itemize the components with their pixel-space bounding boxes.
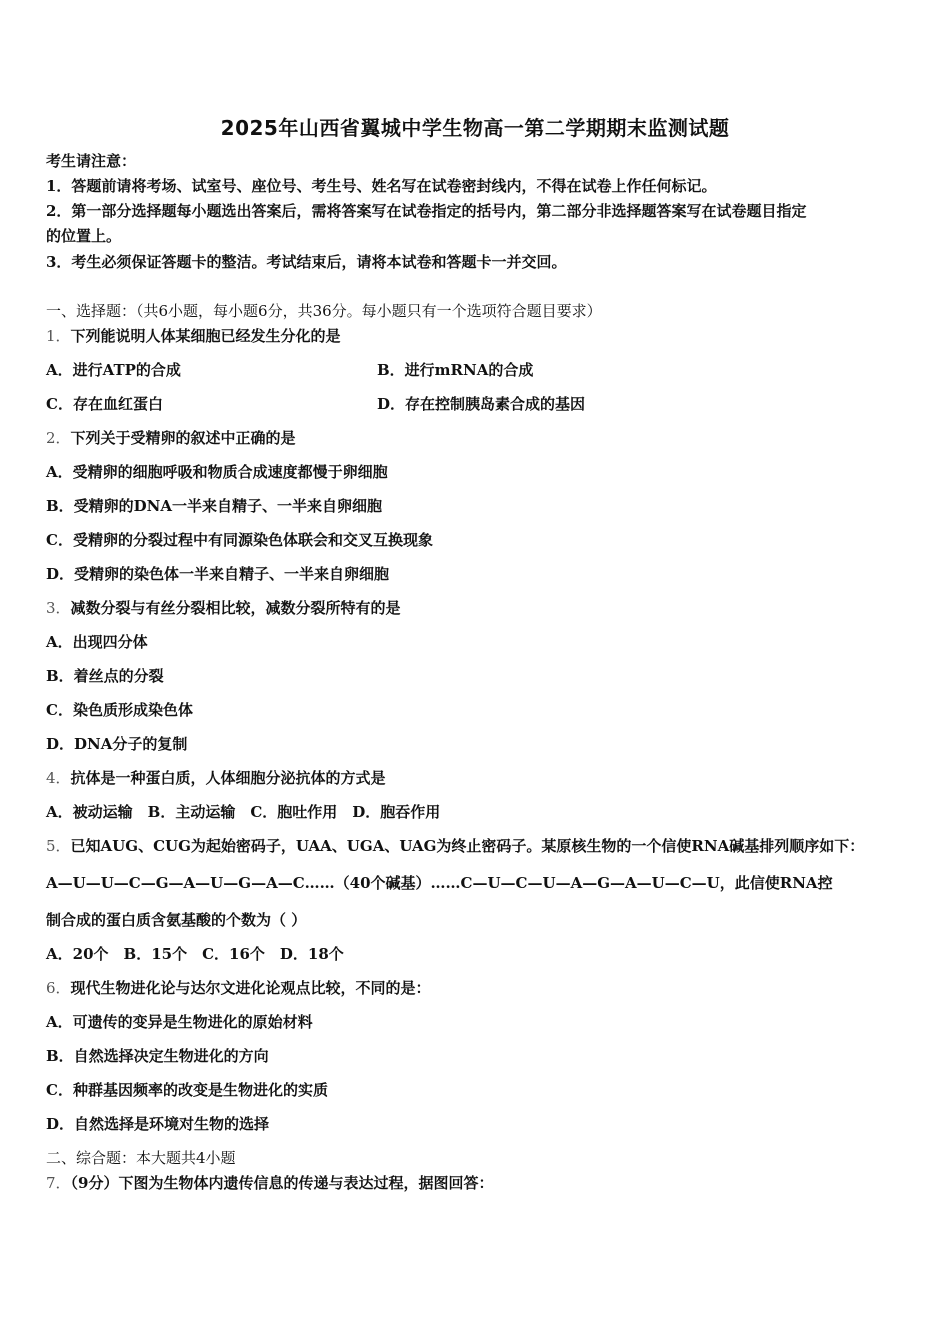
q1-option-c: C．存在血红蛋白: [46, 395, 163, 413]
question-4-number: 4．: [46, 769, 71, 787]
question-7-number: 7．: [46, 1174, 71, 1192]
question-4-stem: 抗体是一种蛋白质，人体细胞分泌抗体的方式是: [70, 769, 386, 787]
q5-sequence: A—U—U—C—G—A—U—G—A—C……（40个碱基）……C—U—C—U—A—G—A—U—C—U，此信使RNA控: [46, 874, 833, 892]
question-2: [46, 428, 296, 448]
q3-option-d: D．DNA分子的复制: [46, 735, 188, 753]
q5-options: A．20个 B．15个 C．16个 D．18个: [46, 945, 344, 963]
section-2-heading: 二、综合题：本大题共4小题: [46, 1149, 236, 1167]
question-3-number: 3．: [46, 599, 71, 617]
q1-option-a: A．进行ATP的合成: [46, 361, 181, 379]
q6-option-a: A．可遗传的变异是生物进化的原始材料: [46, 1013, 313, 1031]
question-6: [46, 978, 431, 998]
section-1-heading: 一、选择题：（共6小题，每小题6分，共36分。每小题只有一个选项符合题目要求）: [46, 302, 602, 320]
q3-option-b: B．着丝点的分裂: [46, 667, 164, 685]
question-6-number: 6．: [46, 979, 71, 997]
notice-item-2-cont: 的位置上。: [46, 227, 122, 245]
notice-item-3: 3．考生必须保证答题卡的整洁。考试结束后，请将本试卷和答题卡一并交回。: [46, 253, 567, 271]
q2-option-c: C．受精卵的分裂过程中有同源染色体联会和交叉互换现象: [46, 531, 433, 549]
notice-item-1: 1．答题前请将考场、试室号、座位号、考生号、姓名写在试卷密封线内，不得在试卷上作任何标记。: [46, 177, 717, 195]
question-2-stem: 下列关于受精卵的叙述中正确的是: [70, 429, 296, 447]
q2-option-d: D．受精卵的染色体一半来自精子、一半来自卵细胞: [46, 565, 390, 583]
q3-option-c: C．染色质形成染色体: [46, 701, 193, 719]
notice-item-2: 2．第一部分选择题每小题选出答案后，需将答案写在试卷指定的括号内，第二部分非选择题答案写在试卷题目指定: [46, 202, 807, 220]
q6-option-b: B．自然选择决定生物进化的方向: [46, 1047, 269, 1065]
question-1-number: 1．: [46, 327, 71, 345]
q6-option-d: D．自然选择是环境对生物的选择: [46, 1115, 270, 1133]
question-6-stem: 现代生物进化论与达尔文进化论观点比较，不同的是：: [70, 979, 431, 997]
q2-option-b: B．受精卵的DNA一半来自精子、一半来自卵细胞: [46, 497, 383, 515]
question-7: [46, 1173, 494, 1193]
q1-option-d: D．存在控制胰岛素合成的基因: [377, 395, 586, 413]
q5-stem-end: 制合成的蛋白质含氨基酸的个数为（ ）: [46, 911, 307, 929]
question-3: [46, 598, 401, 618]
question-2-number: 2．: [46, 429, 71, 447]
question-3-stem: 减数分裂与有丝分裂相比较，减数分裂所特有的是: [70, 599, 401, 617]
q1-option-b: B．进行mRNA的合成: [377, 361, 534, 379]
notice-heading: 考生请注意：: [46, 152, 137, 170]
question-1: [46, 326, 341, 346]
question-7-stem: （9分）下图为生物体内遗传信息的传递与表达过程，据图回答：: [70, 1174, 494, 1192]
question-4: [46, 768, 386, 788]
q4-options: A．被动运输 B．主动运输 C．胞吐作用 D．胞吞作用: [46, 803, 441, 821]
question-5-number: 5．: [46, 837, 71, 855]
q6-option-c: C．种群基因频率的改变是生物进化的实质: [46, 1081, 328, 1099]
exam-title: 2025年山西省翼城中学生物高一第二学期期末监测试题: [220, 116, 730, 140]
q3-option-a: A．出现四分体: [46, 633, 148, 651]
question-5: [46, 836, 864, 856]
q2-option-a: A．受精卵的细胞呼吸和物质合成速度都慢于卵细胞: [46, 463, 388, 481]
question-5-stem: 已知AUG、CUG为起始密码子，UAA、UGA、UAG为终止密码子。某原核生物的一个信使RNA碱基排列顺序如下：: [70, 837, 865, 855]
question-1-stem: 下列能说明人体某细胞已经发生分化的是: [70, 327, 341, 345]
